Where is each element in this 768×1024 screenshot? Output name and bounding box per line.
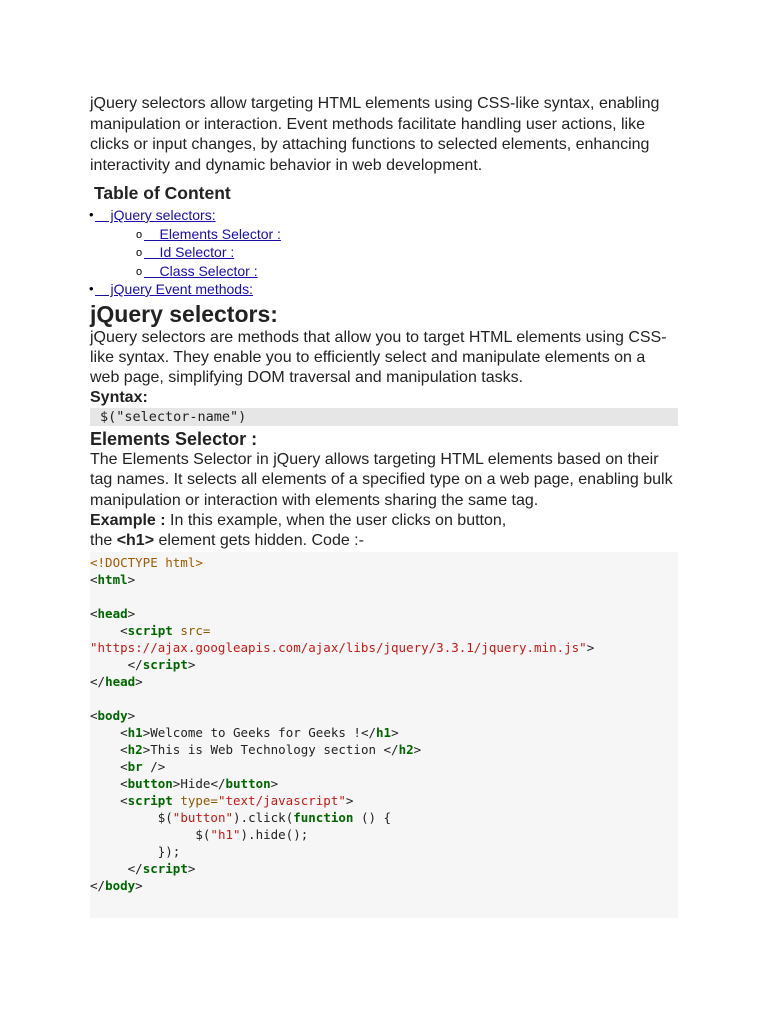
code-js-function: function	[293, 810, 354, 826]
syntax-code-box: $("selector-name")	[90, 408, 678, 426]
code-block: <!DOCTYPE html> <html> <head> <script src= "https://ajax.googleapis.com/ajax/libs/jquery/3.3.1/jquery.min.js"> </script> </head> <body> <h1>Welcome to Geeks for Geeks !</h1> <h2>This is Web Technology section </h2> <br /> <button>Hide</button> <script type="text/javascript"> $("button").click(function () { $("h1").hide(); }); </script> </body>	[90, 552, 678, 918]
code-attr-type: type=	[172, 793, 218, 809]
example-tag: <h1>	[116, 531, 155, 549]
code-src-value: "https://ajax.googleapis.com/ajax/libs/jquery/3.3.1/jquery.min.js"	[90, 640, 587, 656]
toc-link-elements-selector[interactable]: Elements Selector :	[144, 225, 281, 242]
example-text-2: element gets hidden. Code :-	[154, 531, 364, 549]
example-label: Example :	[90, 511, 166, 529]
code-tag-h1-close: h1	[376, 725, 392, 741]
example-text-1: In this example, when the user clicks on button,	[165, 511, 507, 529]
toc-item-elements-selector	[90, 225, 678, 244]
code-tag-html: html	[97, 572, 128, 588]
toc-item-event-methods	[90, 280, 678, 299]
section-heading-jquery-selectors: jQuery selectors:	[90, 300, 278, 327]
toc-link-id-selector[interactable]: Id Selector :	[144, 244, 235, 260]
code-tag-script-2: script	[127, 793, 173, 809]
code-tag-h1: h1	[127, 725, 143, 741]
code-h2-text: This is Web Technology section	[150, 742, 384, 758]
toc-link-class-selector[interactable]: Class Selector :	[144, 262, 258, 279]
example-line	[90, 511, 678, 531]
syntax-label: Syntax:	[90, 389, 148, 407]
table-of-contents	[90, 206, 678, 299]
code-js-close: });	[157, 844, 181, 860]
code-button-text: Hide	[180, 776, 211, 792]
code-tag-script: script	[127, 623, 173, 639]
section-text-elements-selector: The Elements Selector in jQuery allows targeting HTML elements based on their tag names. It selects all elements of a specified type on a web page, enabling bulk manipulation or interaction with elements sharing the same tag.	[90, 451, 673, 509]
code-tag-head: head	[97, 606, 128, 622]
toc-link-event-methods[interactable]: jQuery Event methods:	[95, 281, 253, 297]
code-tag-button-close: button	[225, 776, 271, 792]
code-tag-body: body	[97, 708, 128, 724]
toc-title: Table of Content	[94, 183, 231, 203]
intro-paragraph: jQuery selectors allow targeting HTML elements using CSS-like syntax, enabling manipulation or interaction. Event methods facilitate handling user actions, like clicks or input changes, by attaching functions to selected elements, enhancing interactivity and dynamic behavior in web development.	[90, 95, 660, 174]
section-text-jquery-selectors: jQuery selectors are methods that allow you to target HTML elements using CSS-like syntax. They enable you to efficiently select and manipulate elements on a web page, simplifying DOM traversal and manipulation tasks.	[90, 328, 667, 386]
document-page	[90, 94, 678, 918]
code-tag-h2-close: h2	[398, 742, 414, 758]
code-tag-button: button	[127, 776, 173, 792]
example-the: the	[90, 531, 117, 549]
code-type-value: "text/javascript"	[217, 793, 346, 809]
code-h1-text: Welcome to Geeks for Geeks !	[150, 725, 361, 741]
code-attr-src: src=	[172, 623, 211, 639]
section-heading-elements-selector: Elements Selector :	[90, 429, 258, 450]
toc-item-jquery-selectors	[90, 206, 678, 225]
code-tag-br: br	[127, 759, 143, 775]
toc-link-jquery-selectors[interactable]: jQuery selectors:	[95, 207, 216, 223]
code-tag-script-close-2: script	[142, 861, 188, 877]
code-tag-body-close: body	[105, 878, 136, 894]
code-js-hide: ).hide();	[240, 827, 309, 843]
toc-item-class-selector	[90, 262, 678, 281]
code-tag-head-close: head	[105, 674, 136, 690]
code-doctype: <!DOCTYPE html>	[90, 555, 203, 571]
code-js-click: ).click(	[233, 810, 294, 826]
code-tag-h2: h2	[127, 742, 143, 758]
code-js-button: "button"	[172, 810, 234, 826]
code-js-h1: "h1"	[210, 827, 241, 843]
code-js-fn-rest: () {	[353, 810, 392, 826]
example-line-2	[90, 531, 678, 551]
toc-item-id-selector	[90, 243, 678, 262]
code-tag-script-close: script	[142, 657, 188, 673]
